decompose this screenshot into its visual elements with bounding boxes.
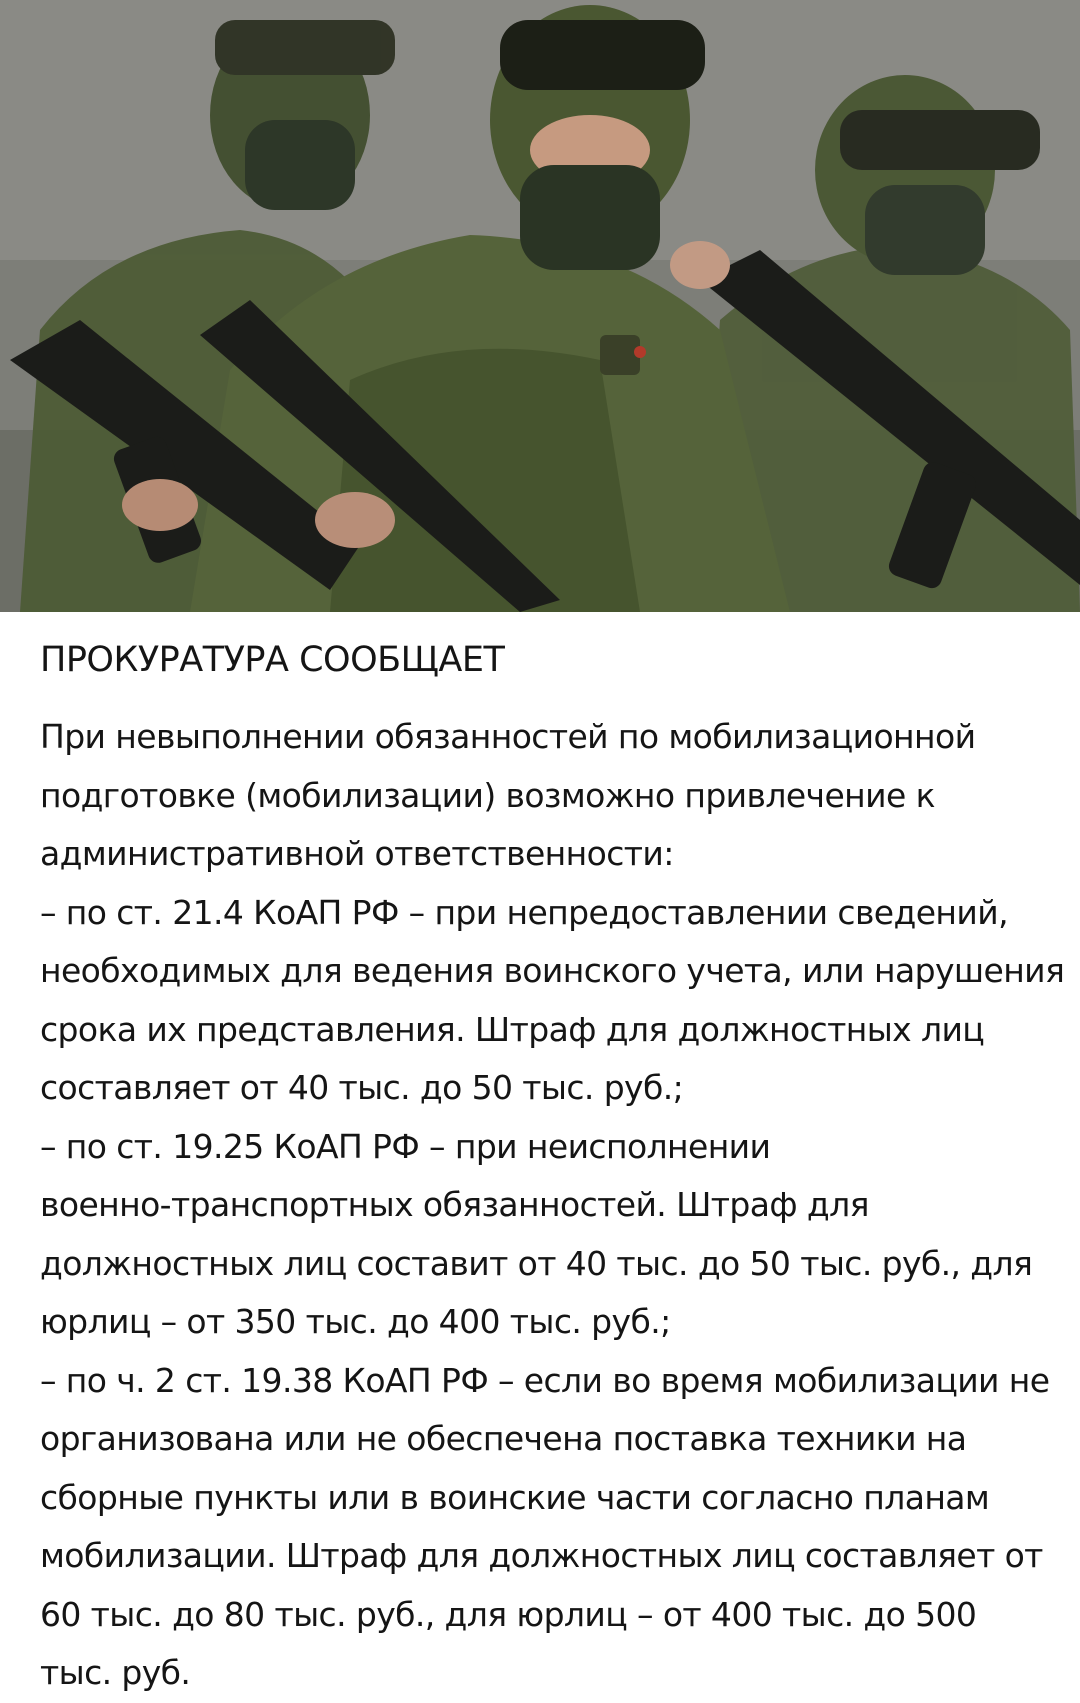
hero-photo bbox=[0, 0, 1080, 612]
body-line: – по ст. 19.25 КоАП РФ – при неисполнении bbox=[40, 1126, 771, 1166]
body-line: юрлиц – от 350 тыс. до 400 тыс. руб.; bbox=[40, 1302, 671, 1341]
body-line: подготовке (мобилизации) возможно привлечение к bbox=[40, 775, 935, 815]
body-line: организована или не обеспечена поставка техники на bbox=[40, 1419, 967, 1458]
soldiers-illustration bbox=[0, 0, 1080, 612]
body-line: мобилизации. Штраф для должностных лиц составляет от bbox=[40, 1536, 1043, 1575]
post-content bbox=[40, 630, 1065, 1703]
body-line: сборные пункты или в воинские части согласно планам bbox=[40, 1477, 990, 1517]
post-body bbox=[40, 708, 1065, 1703]
body-line: необходимых для ведения воинского учета, или нарушения bbox=[40, 951, 1065, 990]
body-line: – по ч. 2 ст. 19.38 КоАП РФ – если во время мобилизации не bbox=[40, 1360, 1050, 1400]
body-line: составляет от 40 тыс. до 50 тыс. руб.; bbox=[40, 1068, 684, 1107]
body-line: 60 тыс. до 80 тыс. руб., для юрлиц – от 400 тыс. до 500 bbox=[40, 1594, 977, 1634]
body-line: срока их представления. Штраф для должностных лиц bbox=[40, 1009, 985, 1049]
body-line: – по ст. 21.4 КоАП РФ – при непредоставлении сведений, bbox=[40, 892, 1008, 932]
body-line: административной ответственности: bbox=[40, 834, 674, 873]
body-line: При невыполнении обязанностей по мобилизационной bbox=[40, 717, 976, 756]
body-line: тыс. руб. bbox=[40, 1653, 191, 1692]
body-line: военно-транспортных обязанностей. Штраф для bbox=[40, 1185, 869, 1224]
body-line: должностных лиц составит от 40 тыс. до 50 тыс. руб., для bbox=[40, 1243, 1033, 1283]
post-heading: ПРОКУРАТУРА СООБЩАЕТ bbox=[40, 640, 505, 680]
